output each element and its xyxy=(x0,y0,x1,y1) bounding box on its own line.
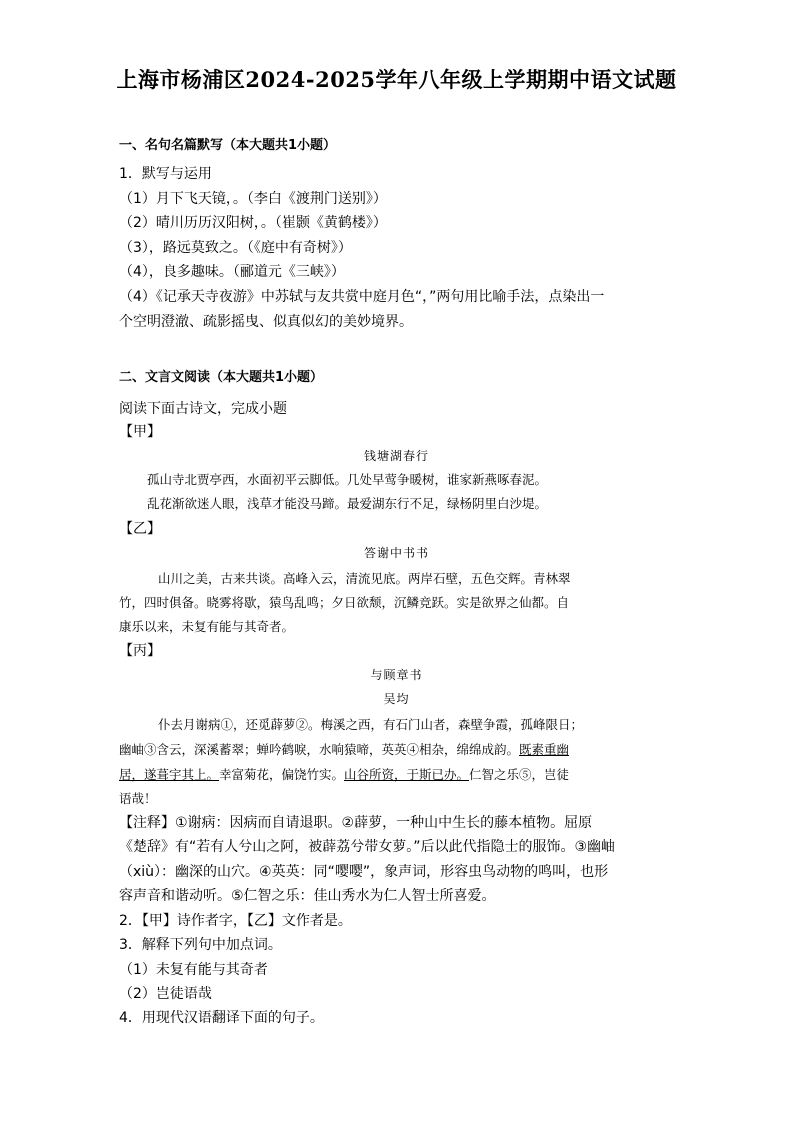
question1-item: 个空明澄澈、疏影摇曳、似真似幻的美妙境界。 xyxy=(119,314,413,330)
passage-line xyxy=(119,740,569,758)
underlined-sentence: 既素重幽 xyxy=(519,742,570,757)
question4: 4．用现代汉语翻译下面的句子。 xyxy=(119,1010,324,1026)
question1-item: （4），良多趣味。（郦道元《三峡》） xyxy=(119,264,345,280)
annotation-line: 《楚辞》有“若有人兮山之阿，被薜荔兮带女萝。”后以此代指隐士的服饰。③幽岫 xyxy=(119,839,616,855)
passage-line: 竹，四时俱备。晓雾将歇，猿鸟乱鸣；夕日欲颓，沉鳞竞跃。实是欲界之仙都。自 xyxy=(119,595,570,610)
passage-label-yi: 【乙】 xyxy=(119,521,161,537)
passage-title: 与顾章书 xyxy=(370,668,423,682)
annotation-line: （xiù）：幽深的山穴。④英英：同“嘤嘤”，象声词，形容虫鸟动物的鸣叫，也形 xyxy=(119,864,609,880)
poem-line: 乱花渐欲迷人眼，浅草才能没马蹄。最爱湖东行不足，绿杨阴里白沙堤。 xyxy=(147,496,548,511)
reading-instruction: 阅读下面古诗文，完成小题 xyxy=(119,401,287,417)
question3-item: （1）未复有能与其奇者 xyxy=(119,962,268,978)
passage-text: 幸富菊花，偏饶竹实。 xyxy=(219,767,345,782)
passage-author: 吴均 xyxy=(383,692,410,706)
underlined-sentence: 山谷所资，于斯已办。 xyxy=(344,767,470,782)
passage-line: 仆去月谢病①，还觅薜萝②。梅溪之西，有石门山者，森壁争霞，孤峰限日； xyxy=(158,717,584,732)
passage-text: 幽岫③含云，深溪蓄翠；蝉吟鹤唳，水响猿啼，英英④相杂，绵绵成韵。 xyxy=(119,742,520,757)
passage-title: 答谢中书书 xyxy=(363,546,429,560)
question2: 2．【甲】诗作者字，【乙】文作者是。 xyxy=(119,913,352,929)
question1-item: （4）《记承天寺夜游》中苏轼与友共赏中庭月色“，”两句用比喻手法，点染出一 xyxy=(119,289,605,305)
question1-item: （3），路远莫致之。（《庭中有奇树》） xyxy=(119,240,352,256)
question3: 3．解释下列句中加点词。 xyxy=(119,937,282,953)
question3-item: （2）岂徒语哉 xyxy=(119,986,212,1002)
question1-title: 1．默写与运用 xyxy=(119,166,212,182)
annotation-line: 【注释】①谢病：因病而自请退职。②薜萝，一种山中生长的藤本植物。屈原 xyxy=(119,815,593,831)
section1-heading: 一、名句名篇默写（本大题共1小题） xyxy=(119,138,337,153)
question1-item: （2）晴川历历汉阳树，。（崔颢《黄鹤楼》） xyxy=(119,215,387,231)
document-title: 上海市杨浦区2024-2025学年八年级上学期期中语文试题 xyxy=(116,67,677,92)
underlined-sentence: 居，遂葺宇其上。 xyxy=(119,767,220,782)
passage-text: 仁智之乐⑤，岂徒 xyxy=(469,767,570,782)
passage-label-jia: 【甲】 xyxy=(119,424,161,440)
passage-label-bing: 【丙】 xyxy=(119,643,161,659)
passage-line: 山川之美，古来共谈。高峰入云，清流见底。两岸石壁，五色交辉。青林翠 xyxy=(158,571,571,586)
annotation-line: 容声音和谐动听。⑤仁智之乐：佳山秀水为仁人智士所喜爱。 xyxy=(119,888,496,904)
passage-line: 康乐以来，未复有能与其奇者。 xyxy=(119,619,295,634)
passage-line xyxy=(119,765,569,783)
section2-heading: 二、文言文阅读（本大题共1小题） xyxy=(119,370,324,385)
passage-line: 语哉！ xyxy=(119,791,157,806)
question1-item: （1）月下飞天镜，。（李白《渡荆门送别》） xyxy=(119,191,387,207)
poem-title: 钱塘湖春行 xyxy=(363,449,429,463)
poem-line: 孤山寺北贾亭西，水面初平云脚低。几处早莺争暖树，谁家新燕啄春泥。 xyxy=(147,472,548,487)
